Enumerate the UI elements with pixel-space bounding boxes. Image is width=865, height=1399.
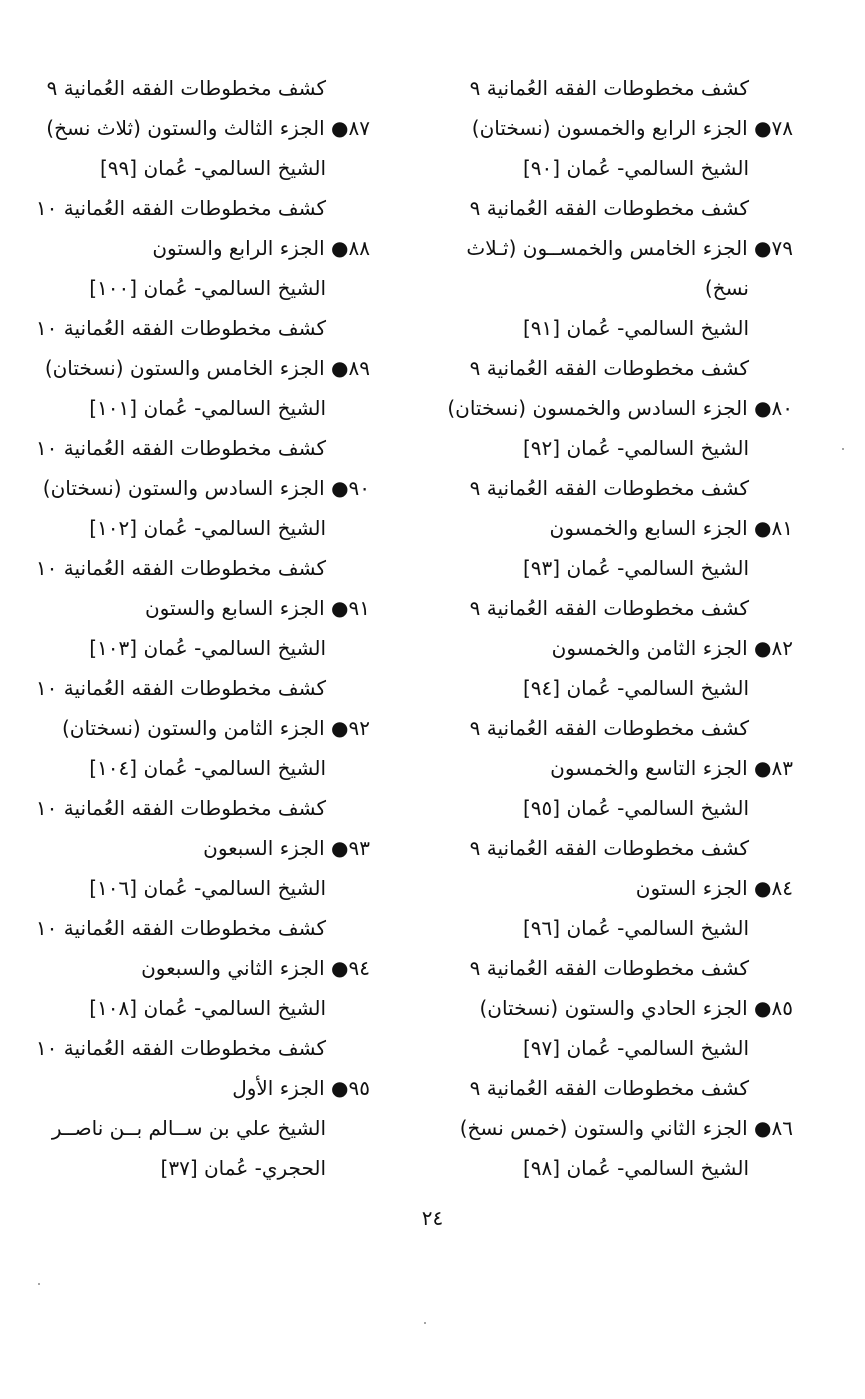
entry-heading: ٨١● الجزء السابع والخمسون xyxy=(549,516,793,540)
entry-detail: كشف مخطوطات الفقه العُمانية ١٠ xyxy=(35,316,326,340)
entry-heading: ٩١● الجزء السابع والستون xyxy=(144,596,370,620)
page-number: ٢٤ xyxy=(421,1206,444,1230)
entry-detail: الشيخ السالمي- عُمان [١٠٦] xyxy=(89,876,326,900)
entry-heading: ٩٥● الجزء الأول xyxy=(232,1076,370,1100)
entry-detail: كشف مخطوطات الفقه العُمانية ٩ xyxy=(46,76,326,100)
entry-heading: ٨٥● الجزء الحادي والستون (نسختان) xyxy=(479,996,793,1020)
entry-detail: كشف مخطوطات الفقه العُمانية ٩ xyxy=(469,836,749,860)
entry-heading: ٧٩● الجزء الخامس والخمســون (ثـلاث xyxy=(466,236,793,260)
entry-detail: كشف مخطوطات الفقه العُمانية ١٠ xyxy=(35,196,326,220)
entry-heading: ٩٢● الجزء الثامن والستون (نسختان) xyxy=(61,716,370,740)
entry-detail: نسخ) xyxy=(704,276,749,300)
entry-detail: كشف مخطوطات الفقه العُمانية ١٠ xyxy=(35,916,326,940)
entry-detail: الشيخ علي بن ســالم بــن ناصــر xyxy=(51,1116,326,1140)
entry-heading: ٨٠● الجزء السادس والخمسون (نسختان) xyxy=(447,396,793,420)
entry-detail: كشف مخطوطات الفقه العُمانية ١٠ xyxy=(35,1036,326,1060)
entry-detail: الشيخ السالمي- عُمان [٩٥] xyxy=(522,796,749,820)
entry-detail: الشيخ السالمي- عُمان [٩٣] xyxy=(522,556,749,580)
entry-detail: كشف مخطوطات الفقه العُمانية ٩ xyxy=(469,76,749,100)
entry-detail: كشف مخطوطات الفقه العُمانية ١٠ xyxy=(35,436,326,460)
entry-detail: الشيخ السالمي- عُمان [١٠٠] xyxy=(89,276,326,300)
entry-detail: الشيخ السالمي- عُمان [١٠٢] xyxy=(89,516,326,540)
entry-detail: كشف مخطوطات الفقه العُمانية ٩ xyxy=(469,476,749,500)
entry-detail: الشيخ السالمي- عُمان [٩٤] xyxy=(522,676,749,700)
entry-detail: كشف مخطوطات الفقه العُمانية ٩ xyxy=(469,196,749,220)
entry-detail: كشف مخطوطات الفقه العُمانية ٩ xyxy=(469,1076,749,1100)
entry-detail: الشيخ السالمي- عُمان [٩٢] xyxy=(522,436,749,460)
entry-detail: كشف مخطوطات الفقه العُمانية ٩ xyxy=(469,716,749,740)
entry-heading: ٨٦● الجزء الثاني والستون (خمس نسخ) xyxy=(459,1116,793,1140)
entry-heading: ٩٤● الجزء الثاني والسبعون xyxy=(141,956,370,980)
entry-detail: كشف مخطوطات الفقه العُمانية ٩ xyxy=(469,956,749,980)
entry-detail: كشف مخطوطات الفقه العُمانية ١٠ xyxy=(35,796,326,820)
entry-detail: الشيخ السالمي- عُمان [١٠٣] xyxy=(89,636,326,660)
entry-heading: ٨٨● الجزء الرابع والستون xyxy=(152,236,370,260)
entry-detail: كشف مخطوطات الفقه العُمانية ١٠ xyxy=(35,556,326,580)
entry-detail: الشيخ السالمي- عُمان [٩٨] xyxy=(522,1156,749,1180)
entry-detail: الشيخ السالمي- عُمان [٩٦] xyxy=(522,916,749,940)
entry-heading: ٨٤● الجزء الستون xyxy=(635,876,793,900)
entry-heading: ٧٨● الجزء الرابع والخمسون (نسختان) xyxy=(471,116,793,140)
left-column xyxy=(35,68,370,1188)
scan-speck xyxy=(842,448,844,450)
entry-detail: الشيخ السالمي- عُمان [٩٧] xyxy=(522,1036,749,1060)
entry-heading: ٨٧● الجزء الثالث والستون (ثلاث نسخ) xyxy=(46,116,370,140)
scan-speck xyxy=(38,1283,40,1285)
entry-detail: الشيخ السالمي- عُمان [٩٠] xyxy=(522,156,749,180)
entry-detail: الشيخ السالمي- عُمان [١٠١] xyxy=(89,396,326,420)
entry-detail: كشف مخطوطات الفقه العُمانية ٩ xyxy=(469,356,749,380)
entry-detail: الشيخ السالمي- عُمان [٩١] xyxy=(522,316,749,340)
entry-detail: الشيخ السالمي- عُمان [٩٩] xyxy=(99,156,326,180)
entry-detail: الشيخ السالمي- عُمان [١٠٤] xyxy=(89,756,326,780)
scan-speck xyxy=(424,1322,426,1324)
entry-heading: ٨٣● الجزء التاسع والخمسون xyxy=(550,756,793,780)
entry-heading: ٨٩● الجزء الخامس والستون (نسختان) xyxy=(44,356,370,380)
entry-detail: الحجري- عُمان [٣٧] xyxy=(160,1156,326,1180)
entry-detail: كشف مخطوطات الفقه العُمانية ١٠ xyxy=(35,676,326,700)
entry-heading: ٩٠● الجزء السادس والستون (نسختان) xyxy=(42,476,370,500)
entry-detail: كشف مخطوطات الفقه العُمانية ٩ xyxy=(469,596,749,620)
entry-detail: الشيخ السالمي- عُمان [١٠٨] xyxy=(89,996,326,1020)
right-column xyxy=(448,68,793,1188)
entry-heading: ٩٣● الجزء السبعون xyxy=(203,836,370,860)
entry-heading: ٨٢● الجزء الثامن والخمسون xyxy=(551,636,793,660)
